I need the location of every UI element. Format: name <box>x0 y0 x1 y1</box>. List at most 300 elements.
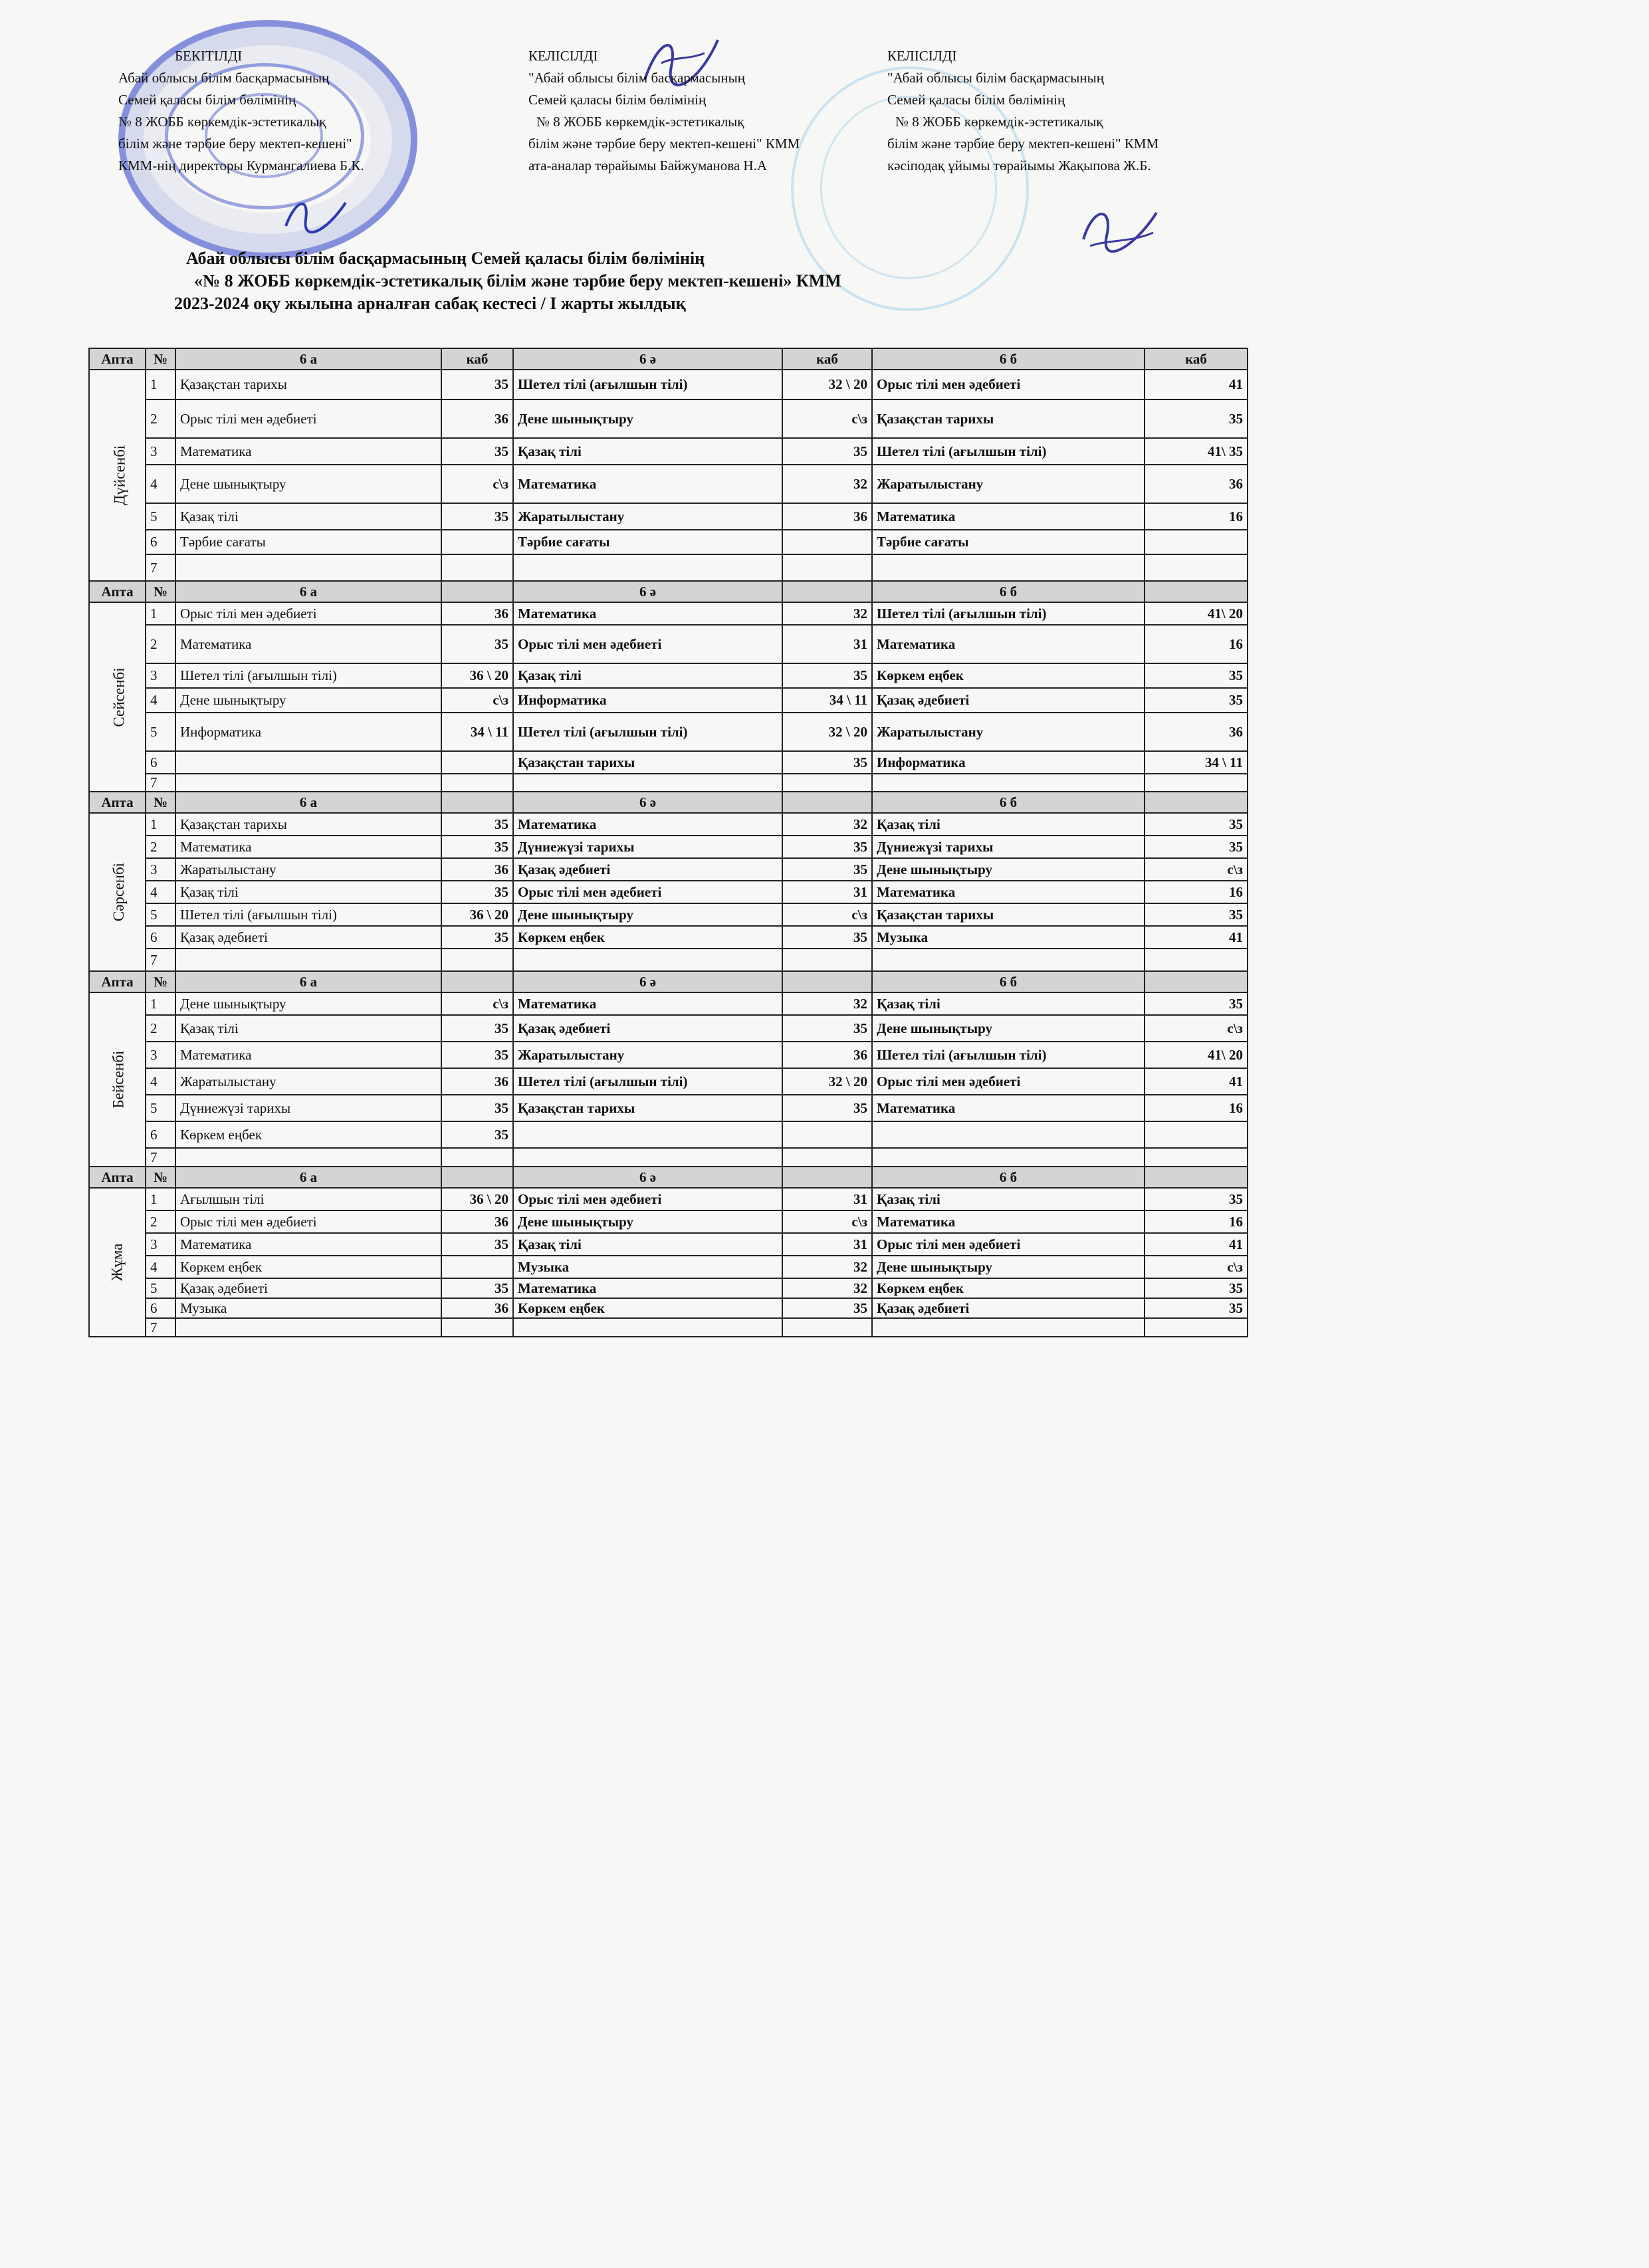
subject-cell <box>513 1318 782 1337</box>
room-cell: 32 <box>782 465 872 503</box>
column-header <box>782 971 872 992</box>
room-cell <box>1145 554 1248 581</box>
table-row <box>89 1095 1248 1121</box>
table-row <box>89 1148 1248 1167</box>
lesson-number: 4 <box>146 465 175 503</box>
subject-cell: Дене шынықтыру <box>513 1210 782 1233</box>
subject-cell: Математика <box>175 836 441 858</box>
room-cell: 16 <box>1145 1210 1248 1233</box>
lesson-number: 5 <box>146 1095 175 1121</box>
subject-cell: Орыс тілі мен әдебиеті <box>175 1210 441 1233</box>
subject-cell <box>513 554 782 581</box>
room-cell: 35 <box>1145 836 1248 858</box>
column-header: 6 ә <box>513 971 782 992</box>
schedule-header-row <box>89 971 1248 992</box>
room-cell: 41 <box>1145 1068 1248 1095</box>
subject-cell <box>872 1121 1145 1148</box>
schedule-table <box>88 348 1248 1337</box>
subject-cell: Математика <box>175 625 441 663</box>
schedule-header-row <box>89 348 1248 370</box>
subject-cell: Қазақстан тарихы <box>175 370 441 399</box>
weekday-label <box>89 813 146 971</box>
lesson-number: 4 <box>146 881 175 903</box>
lesson-number: 3 <box>146 1233 175 1256</box>
subject-cell: Дене шынықтыру <box>513 903 782 926</box>
column-header: каб <box>441 348 513 370</box>
lesson-number: 6 <box>146 926 175 949</box>
signature-director <box>279 186 352 239</box>
column-header: 6 ә <box>513 348 782 370</box>
room-cell: 32 <box>782 1278 872 1298</box>
room-cell: 35 <box>441 370 513 399</box>
column-header: 6 а <box>175 348 441 370</box>
subject-cell <box>175 1318 441 1337</box>
subject-cell: Қазақ тілі <box>513 1233 782 1256</box>
room-cell <box>441 554 513 581</box>
table-row <box>89 1210 1248 1233</box>
room-cell: 35 <box>1145 813 1248 836</box>
column-header: 6 ә <box>513 792 782 813</box>
room-cell <box>782 530 872 554</box>
subject-cell <box>175 554 441 581</box>
lesson-number: 3 <box>146 858 175 881</box>
subject-cell: Шетел тілі (ағылшын тілі) <box>872 438 1145 465</box>
column-header: № <box>146 792 175 813</box>
room-cell: с\з <box>441 992 513 1015</box>
room-cell <box>782 949 872 971</box>
subject-cell: Математика <box>872 503 1145 530</box>
lesson-number: 4 <box>146 1068 175 1095</box>
subject-cell: Дене шынықтыру <box>513 399 782 438</box>
room-cell: 31 <box>782 881 872 903</box>
lesson-number: 5 <box>146 903 175 926</box>
room-cell: 35 <box>441 1015 513 1042</box>
room-cell: с\з <box>782 1210 872 1233</box>
subject-cell: Орыс тілі мен әдебиеті <box>175 399 441 438</box>
subject-cell: Математика <box>872 881 1145 903</box>
column-header: 6 б <box>872 792 1145 813</box>
lesson-number: 2 <box>146 1015 175 1042</box>
subject-cell <box>513 949 782 971</box>
subject-cell: Қазақ тілі <box>872 813 1145 836</box>
subject-cell: Математика <box>513 1278 782 1298</box>
column-header: Апта <box>89 348 146 370</box>
weekday-text: Сәрсенбі <box>110 862 128 922</box>
subject-cell: Көркем еңбек <box>175 1256 441 1278</box>
column-header: Апта <box>89 581 146 602</box>
subject-cell: Математика <box>872 625 1145 663</box>
column-header <box>1145 971 1248 992</box>
weekday-label <box>89 1188 146 1337</box>
room-cell: с\з <box>782 399 872 438</box>
subject-cell: Қазақ тілі <box>175 881 441 903</box>
column-header <box>782 792 872 813</box>
room-cell: 35 <box>441 1095 513 1121</box>
subject-cell: Дене шынықтыру <box>175 688 441 713</box>
approval-parents: КЕЛІСІЛДІ "Абай облысы білім басқармасының Семей қаласы білім бөлімінің № 8 ЖОББ көркемдік-эстетикалық білім және тәрбие беру мектеп-кешені" КММ ата-аналар төрайымы Байжуманова Н.А <box>528 48 800 173</box>
subject-cell <box>872 1148 1145 1167</box>
subject-cell: Орыс тілі мен әдебиеті <box>872 1233 1145 1256</box>
lesson-number: 4 <box>146 688 175 713</box>
room-cell: 36 <box>782 503 872 530</box>
document-title: Абай облысы білім басқармасының Семей қаласы білім бөлімінің «№ 8 ЖОББ көркемдік-эстетикалық білім және тәрбие беру мектеп-кешені» КММ 2023-2024 оқу жылына арналған сабақ кестесі / І жарты жылдық <box>174 249 841 313</box>
approval-director: БЕКІТІЛДІ Абай облысы білім басқармасының Семей қаласы білім бөлімінің № 8 ЖОББ көркемдік-эстетикалық білім және тәрбие беру мектеп-кешені" КММ-нің директоры Курмангалиева Б.К. <box>118 48 364 173</box>
lesson-number: 6 <box>146 751 175 774</box>
room-cell: 32 <box>782 602 872 625</box>
room-cell: 35 <box>782 1095 872 1121</box>
column-header: 6 б <box>872 1167 1145 1188</box>
subject-cell: Тәрбие сағаты <box>513 530 782 554</box>
room-cell: 35 <box>1145 1188 1248 1210</box>
table-row <box>89 1188 1248 1210</box>
table-row <box>89 438 1248 465</box>
subject-cell: Орыс тілі мен әдебиеті <box>513 625 782 663</box>
room-cell: 35 <box>441 503 513 530</box>
column-header: 6 а <box>175 971 441 992</box>
room-cell: 36 <box>441 1068 513 1095</box>
column-header <box>441 1167 513 1188</box>
room-cell <box>441 1318 513 1337</box>
room-cell: 16 <box>1145 503 1248 530</box>
room-cell <box>1145 1148 1248 1167</box>
subject-cell: Қазақ тілі <box>175 503 441 530</box>
subject-cell: Қазақ тілі <box>872 992 1145 1015</box>
lesson-number: 3 <box>146 663 175 688</box>
table-row <box>89 1233 1248 1256</box>
room-cell <box>1145 530 1248 554</box>
subject-cell: Көркем еңбек <box>513 926 782 949</box>
room-cell: 36 <box>441 1210 513 1233</box>
subject-cell: Шетел тілі (ағылшын тілі) <box>513 370 782 399</box>
lesson-number: 6 <box>146 1121 175 1148</box>
table-row <box>89 813 1248 836</box>
column-header: 6 б <box>872 348 1145 370</box>
room-cell: 35 <box>1145 663 1248 688</box>
room-cell <box>1145 1318 1248 1337</box>
lesson-number: 3 <box>146 438 175 465</box>
table-row <box>89 602 1248 625</box>
room-cell <box>782 554 872 581</box>
lesson-number: 6 <box>146 530 175 554</box>
subject-cell: Музыка <box>175 1298 441 1318</box>
subject-cell: Қазақ әдебиеті <box>175 1278 441 1298</box>
column-header: Апта <box>89 792 146 813</box>
lesson-number: 3 <box>146 1042 175 1068</box>
column-header: Апта <box>89 1167 146 1188</box>
room-cell: 32 <box>782 1256 872 1278</box>
lesson-number: 7 <box>146 774 175 792</box>
room-cell: 35 <box>441 813 513 836</box>
table-row <box>89 949 1248 971</box>
approval-union: КЕЛІСІЛДІ "Абай облысы білім басқармасының Семей қаласы білім бөлімінің № 8 ЖОББ көркемдік-эстетикалық білім және тәрбие беру мектеп-кешені" КММ кәсіподақ ұйымы төрайымы Жақыпова Ж.Б. <box>887 48 1159 173</box>
table-row <box>89 465 1248 503</box>
table-row <box>89 688 1248 713</box>
subject-cell: Қазақстан тарихы <box>513 1095 782 1121</box>
column-header: каб <box>782 348 872 370</box>
subject-cell: Шетел тілі (ағылшын тілі) <box>175 663 441 688</box>
lesson-number: 7 <box>146 1148 175 1167</box>
room-cell: 35 <box>441 625 513 663</box>
subject-cell: Шетел тілі (ағылшын тілі) <box>872 602 1145 625</box>
subject-cell: Математика <box>175 1233 441 1256</box>
table-row <box>89 370 1248 399</box>
subject-cell: Қазақ әдебиеті <box>513 858 782 881</box>
subject-cell: Музыка <box>513 1256 782 1278</box>
room-cell: 41 <box>1145 926 1248 949</box>
room-cell: 36 \ 20 <box>441 903 513 926</box>
table-row <box>89 903 1248 926</box>
subject-cell <box>513 1121 782 1148</box>
subject-cell: Орыс тілі мен әдебиеті <box>872 370 1145 399</box>
room-cell: 41\ 20 <box>1145 602 1248 625</box>
subject-cell: Қазақстан тарихы <box>513 751 782 774</box>
room-cell: 41\ 20 <box>1145 1042 1248 1068</box>
subject-cell: Шетел тілі (ағылшын тілі) <box>175 903 441 926</box>
room-cell: 35 <box>782 858 872 881</box>
room-cell: 35 <box>782 1298 872 1318</box>
room-cell <box>1145 1121 1248 1148</box>
subject-cell: Дүниежүзі тарихы <box>175 1095 441 1121</box>
column-header <box>782 1167 872 1188</box>
lesson-number: 7 <box>146 554 175 581</box>
lesson-number: 2 <box>146 1210 175 1233</box>
column-header: № <box>146 581 175 602</box>
room-cell: 35 <box>1145 688 1248 713</box>
room-cell <box>1145 774 1248 792</box>
table-row <box>89 1015 1248 1042</box>
subject-cell <box>513 774 782 792</box>
lesson-number: 2 <box>146 625 175 663</box>
subject-cell <box>872 1318 1145 1337</box>
column-header: каб <box>1145 348 1248 370</box>
room-cell: 16 <box>1145 625 1248 663</box>
subject-cell: Дене шынықтыру <box>872 858 1145 881</box>
subject-cell: Жаратылыстану <box>872 465 1145 503</box>
room-cell: 36 <box>441 602 513 625</box>
room-cell: 35 <box>782 836 872 858</box>
subject-cell: Математика <box>513 813 782 836</box>
column-header <box>441 581 513 602</box>
subject-cell: Қазақ тілі <box>175 1015 441 1042</box>
column-header <box>1145 1167 1248 1188</box>
column-header <box>1145 792 1248 813</box>
subject-cell: Математика <box>513 465 782 503</box>
room-cell <box>441 1256 513 1278</box>
column-header: 6 а <box>175 581 441 602</box>
subject-cell: Қазақстан тарихы <box>175 813 441 836</box>
room-cell: 35 <box>782 663 872 688</box>
room-cell: 35 <box>441 926 513 949</box>
room-cell: 35 <box>441 1278 513 1298</box>
room-cell: 35 <box>441 881 513 903</box>
subject-cell: Қазақ тілі <box>513 438 782 465</box>
room-cell: 36 <box>1145 713 1248 751</box>
room-cell: 34 \ 11 <box>441 713 513 751</box>
column-header: 6 а <box>175 1167 441 1188</box>
subject-cell: Информатика <box>872 751 1145 774</box>
table-row <box>89 881 1248 903</box>
subject-cell <box>872 774 1145 792</box>
room-cell: 32 \ 20 <box>782 713 872 751</box>
subject-cell: Дене шынықтыру <box>872 1256 1145 1278</box>
room-cell: 35 <box>782 438 872 465</box>
room-cell: 35 <box>441 836 513 858</box>
weekday-label <box>89 992 146 1167</box>
subject-cell <box>513 1148 782 1167</box>
room-cell: 32 \ 20 <box>782 370 872 399</box>
subject-cell: Жаратылыстану <box>175 1068 441 1095</box>
table-row <box>89 992 1248 1015</box>
subject-cell: Қазақстан тарихы <box>872 903 1145 926</box>
lesson-number: 5 <box>146 1278 175 1298</box>
room-cell: 36 \ 20 <box>441 663 513 688</box>
room-cell: 32 <box>782 992 872 1015</box>
subject-cell: Көркем еңбек <box>513 1298 782 1318</box>
lesson-number: 5 <box>146 503 175 530</box>
subject-cell: Орыс тілі мен әдебиеті <box>872 1068 1145 1095</box>
table-row <box>89 663 1248 688</box>
subject-cell: Жаратылыстану <box>513 1042 782 1068</box>
subject-cell: Математика <box>513 602 782 625</box>
table-row <box>89 1256 1248 1278</box>
lesson-number: 1 <box>146 602 175 625</box>
room-cell <box>441 1148 513 1167</box>
subject-cell: Қазақ тілі <box>872 1188 1145 1210</box>
column-header <box>441 792 513 813</box>
room-cell: 36 \ 20 <box>441 1188 513 1210</box>
room-cell: 35 <box>1145 1278 1248 1298</box>
room-cell: 35 <box>441 1042 513 1068</box>
room-cell: 35 <box>1145 399 1248 438</box>
subject-cell: Информатика <box>175 713 441 751</box>
room-cell <box>1145 949 1248 971</box>
subject-cell: Көркем еңбек <box>175 1121 441 1148</box>
column-header <box>441 971 513 992</box>
lesson-number: 1 <box>146 813 175 836</box>
room-cell: 35 <box>782 1015 872 1042</box>
table-row <box>89 713 1248 751</box>
lesson-number: 2 <box>146 836 175 858</box>
column-header: 6 а <box>175 792 441 813</box>
subject-cell <box>872 949 1145 971</box>
column-header: 6 ә <box>513 581 782 602</box>
table-row <box>89 751 1248 774</box>
room-cell: 35 <box>782 926 872 949</box>
room-cell: с\з <box>441 688 513 713</box>
table-row <box>89 625 1248 663</box>
subject-cell: Шетел тілі (ағылшын тілі) <box>872 1042 1145 1068</box>
subject-cell: Тәрбие сағаты <box>872 530 1145 554</box>
table-row <box>89 1121 1248 1148</box>
subject-cell: Дүниежүзі тарихы <box>513 836 782 858</box>
column-header <box>1145 581 1248 602</box>
room-cell: 35 <box>441 1121 513 1148</box>
table-row <box>89 530 1248 554</box>
subject-cell: Ағылшын тілі <box>175 1188 441 1210</box>
subject-cell: Дене шынықтыру <box>872 1015 1145 1042</box>
subject-cell: Шетел тілі (ағылшын тілі) <box>513 713 782 751</box>
room-cell: 41 <box>1145 1233 1248 1256</box>
column-header <box>782 581 872 602</box>
room-cell: 32 <box>782 813 872 836</box>
subject-cell <box>175 1148 441 1167</box>
room-cell: 41\ 35 <box>1145 438 1248 465</box>
weekday-label <box>89 602 146 792</box>
room-cell: 16 <box>1145 881 1248 903</box>
table-row <box>89 858 1248 881</box>
room-cell: 35 <box>1145 992 1248 1015</box>
room-cell: 41 <box>1145 370 1248 399</box>
room-cell <box>782 1121 872 1148</box>
subject-cell: Жаратылыстану <box>872 713 1145 751</box>
subject-cell: Қазақ әдебиеті <box>175 926 441 949</box>
subject-cell <box>872 554 1145 581</box>
room-cell: 36 <box>441 399 513 438</box>
room-cell: 31 <box>782 1188 872 1210</box>
table-row <box>89 926 1248 949</box>
subject-cell: Дене шынықтыру <box>175 992 441 1015</box>
lesson-number: 4 <box>146 1256 175 1278</box>
room-cell <box>782 1318 872 1337</box>
room-cell <box>441 751 513 774</box>
room-cell: 36 <box>441 1298 513 1318</box>
room-cell: 31 <box>782 1233 872 1256</box>
room-cell: 31 <box>782 625 872 663</box>
table-row <box>89 836 1248 858</box>
room-cell: 36 <box>441 858 513 881</box>
room-cell: 34 \ 11 <box>1145 751 1248 774</box>
room-cell: 35 <box>1145 1298 1248 1318</box>
subject-cell: Дене шынықтыру <box>175 465 441 503</box>
column-header: № <box>146 971 175 992</box>
lesson-number: 2 <box>146 399 175 438</box>
subject-cell: Жаратылыстану <box>175 858 441 881</box>
table-row <box>89 554 1248 581</box>
table-row <box>89 774 1248 792</box>
subject-cell: Қазақ әдебиеті <box>872 1298 1145 1318</box>
room-cell: с\з <box>441 465 513 503</box>
subject-cell: Қазақ әдебиеті <box>872 688 1145 713</box>
lesson-number: 7 <box>146 949 175 971</box>
room-cell: 35 <box>441 438 513 465</box>
room-cell: 35 <box>782 751 872 774</box>
column-header: № <box>146 1167 175 1188</box>
subject-cell: Математика <box>513 992 782 1015</box>
table-row <box>89 1318 1248 1337</box>
column-header: № <box>146 348 175 370</box>
subject-cell: Қазақстан тарихы <box>872 399 1145 438</box>
room-cell: 36 <box>1145 465 1248 503</box>
subject-cell <box>175 751 441 774</box>
subject-cell: Қазақ әдебиеті <box>513 1015 782 1042</box>
column-header: 6 б <box>872 581 1145 602</box>
room-cell <box>441 530 513 554</box>
subject-cell: Математика <box>872 1210 1145 1233</box>
table-row <box>89 1298 1248 1318</box>
subject-cell: Орыс тілі мен әдебиеті <box>175 602 441 625</box>
column-header: Апта <box>89 971 146 992</box>
signature-union <box>1077 199 1163 259</box>
lesson-number: 1 <box>146 370 175 399</box>
room-cell <box>441 774 513 792</box>
lesson-number: 1 <box>146 1188 175 1210</box>
room-cell: с\з <box>782 903 872 926</box>
lesson-number: 6 <box>146 1298 175 1318</box>
subject-cell: Математика <box>175 438 441 465</box>
table-row <box>89 1042 1248 1068</box>
room-cell: 16 <box>1145 1095 1248 1121</box>
room-cell: с\з <box>1145 1256 1248 1278</box>
